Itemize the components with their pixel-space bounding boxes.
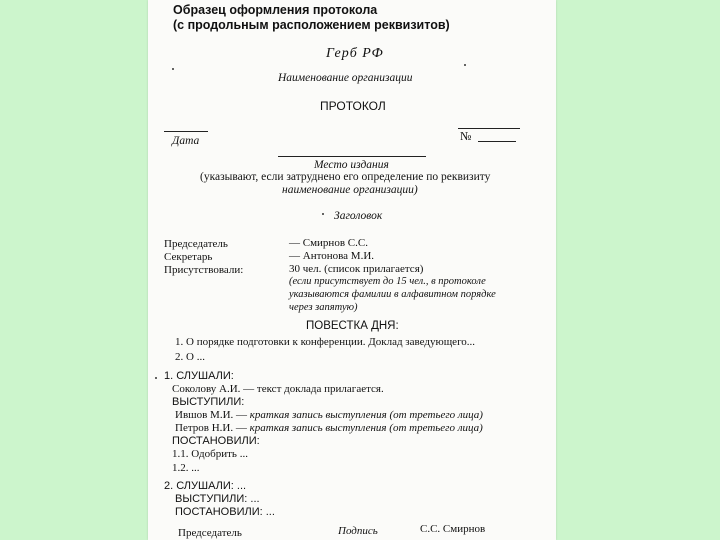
section-2-decided: ПОСТАНОВИЛИ: ... bbox=[175, 506, 275, 518]
secretary-value: — Антонова М.И. bbox=[289, 250, 375, 262]
scan-speck bbox=[172, 68, 174, 70]
present-note-line-3: через запятую) bbox=[289, 302, 358, 313]
agenda-item-2: 2. О ... bbox=[175, 351, 205, 363]
signature-chair-label: Председатель bbox=[178, 527, 242, 539]
place-rule bbox=[278, 156, 426, 157]
agenda-title: ПОВЕСТКА ДНЯ: bbox=[306, 320, 399, 332]
secretary-label: Секретарь bbox=[164, 251, 213, 263]
coat-of-arms-label: Герб РФ bbox=[326, 46, 384, 61]
date-rule bbox=[164, 131, 208, 132]
place-note-line-2: наименование организации) bbox=[282, 184, 418, 196]
speaker-1 bbox=[175, 410, 483, 421]
signature-label: Подпись bbox=[338, 525, 378, 537]
title-label: Заголовок bbox=[334, 210, 383, 222]
place-note-line-1: (указывают, если затруднено его определение по реквизиту bbox=[200, 171, 491, 183]
document-type: ПРОТОКОЛ bbox=[320, 99, 386, 113]
organization-name: Наименование организации bbox=[278, 72, 413, 84]
chair-label: Председатель bbox=[164, 238, 228, 250]
section-1-decided: ПОСТАНОВИЛИ: bbox=[172, 435, 260, 447]
scan-speck bbox=[155, 377, 157, 379]
present-label: Присутствовали: bbox=[164, 264, 244, 276]
section-2-spoke: ВЫСТУПИЛИ: ... bbox=[175, 493, 260, 505]
place-label: Место издания bbox=[314, 159, 389, 171]
number-rule bbox=[478, 141, 516, 142]
speaker-2-text: краткая запись выступления (от третьего лица) bbox=[249, 422, 483, 434]
heading-line-2: (с продольным расположением реквизитов) bbox=[173, 18, 450, 32]
speaker-1-name: Ившов М.И. — bbox=[175, 409, 248, 421]
heading-line-1: Образец оформления протокола bbox=[173, 3, 378, 17]
scan-speck bbox=[322, 213, 324, 215]
decision-1-1: 1.1. Одобрить ... bbox=[172, 448, 248, 460]
section-1-spoke: ВЫСТУПИЛИ: bbox=[172, 396, 245, 408]
date-label: Дата bbox=[172, 135, 200, 147]
agenda-item-1: 1. О порядке подготовки к конференции. Доклад заведующего... bbox=[175, 336, 476, 348]
present-note-line-2: указываются фамилии в алфавитном порядке bbox=[289, 289, 496, 300]
section-2-heard: 2. СЛУШАЛИ: ... bbox=[164, 480, 247, 492]
document-page bbox=[148, 0, 556, 540]
decision-1-2: 1.2. ... bbox=[172, 462, 200, 474]
speaker-1-text: краткая запись выступления (от третьего лица) bbox=[249, 409, 483, 421]
chair-value: — Смирнов С.С. bbox=[289, 237, 368, 249]
speaker-2 bbox=[175, 423, 483, 434]
present-value: 30 чел. (список прилагается) bbox=[289, 263, 424, 275]
scan-speck bbox=[464, 64, 466, 66]
section-1-heard: 1. СЛУШАЛИ: bbox=[164, 370, 234, 382]
speaker-2-name: Петров Н.И. — bbox=[175, 422, 247, 434]
section-1-heard-text: Соколову А.И. — текст доклада прилагается. bbox=[172, 383, 384, 395]
number-label: № bbox=[460, 129, 472, 143]
present-note-line-1: (если присутствует до 15 чел., в протоколе bbox=[289, 276, 486, 287]
signature-chair-name: С.С. Смирнов bbox=[420, 523, 486, 535]
